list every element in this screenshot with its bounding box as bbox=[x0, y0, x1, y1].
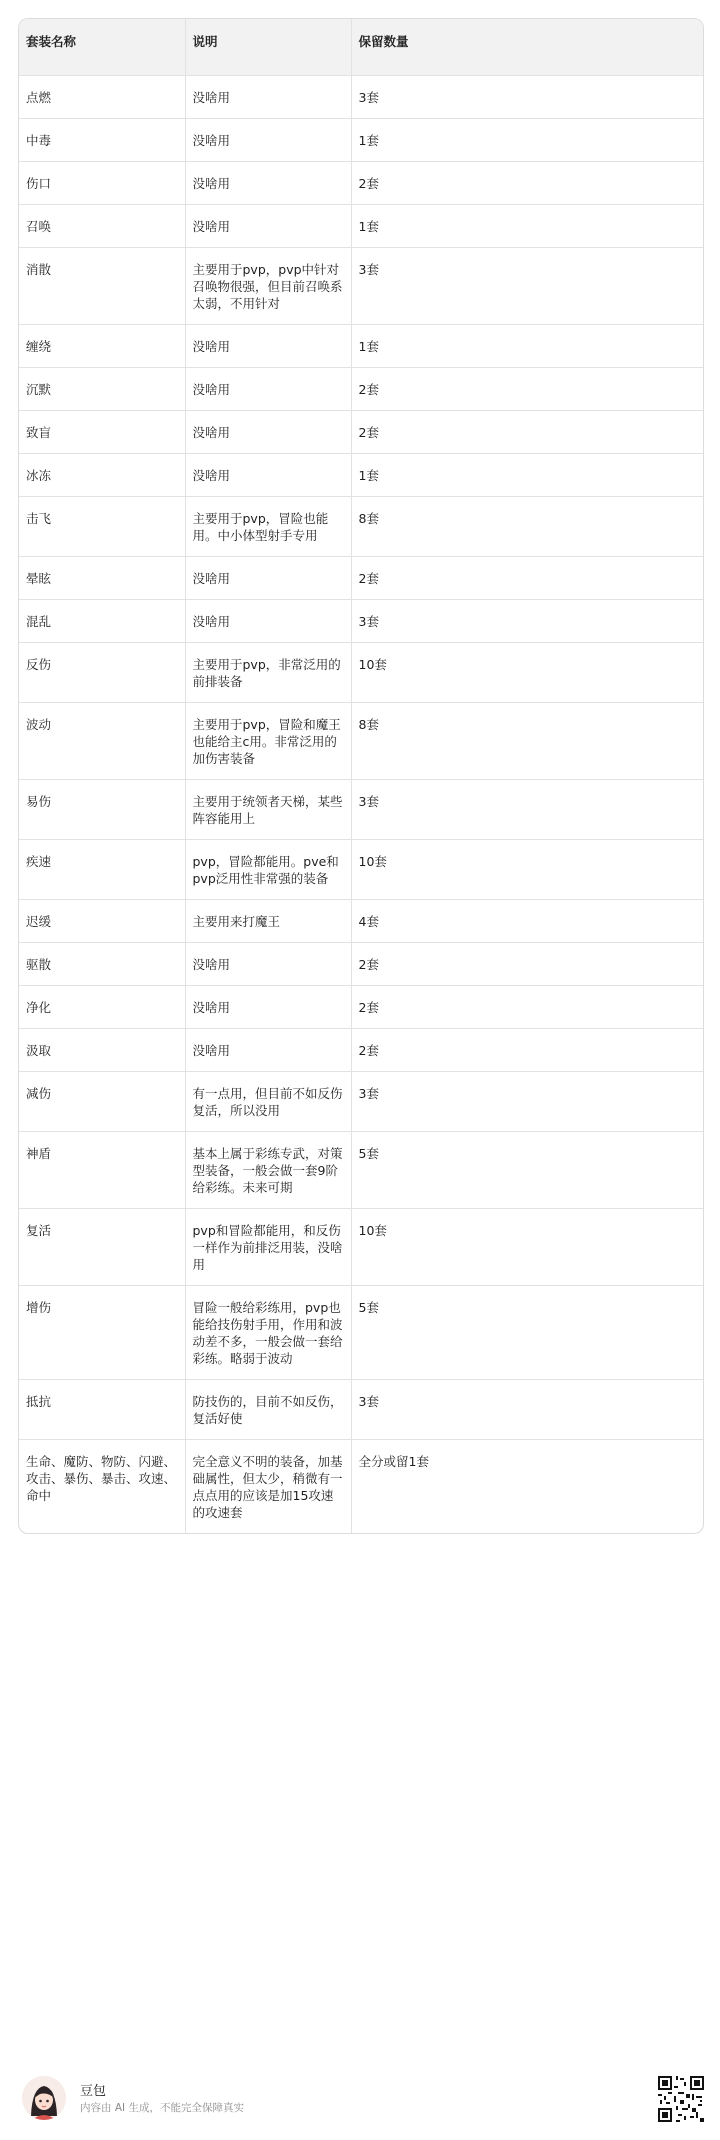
set-name-cell: 中毒 bbox=[19, 119, 185, 162]
set-name-cell: 伤口 bbox=[19, 162, 185, 205]
description-cell bbox=[185, 943, 351, 986]
set-name-cell: 击飞 bbox=[19, 497, 185, 557]
keep-count-cell: 4套 bbox=[351, 900, 703, 943]
description-cell bbox=[185, 497, 351, 557]
keep-count-cell: 10套 bbox=[351, 1209, 703, 1286]
table-row bbox=[19, 780, 703, 840]
table-row bbox=[19, 1286, 703, 1380]
description-text: 没啥用 bbox=[192, 219, 231, 234]
description-cell bbox=[185, 1380, 351, 1440]
description-text: 完全意义不明的装备，加基础属性，但太少，稍微有一点点用的应该是加15攻速的攻速套 bbox=[192, 1454, 343, 1520]
set-name-cell: 复活 bbox=[19, 1209, 185, 1286]
description-text: 没啥用 bbox=[192, 425, 231, 440]
table-row bbox=[19, 600, 703, 643]
description-cell bbox=[185, 557, 351, 600]
keep-count-cell: 3套 bbox=[351, 780, 703, 840]
keep-count-cell: 10套 bbox=[351, 840, 703, 900]
description-cell bbox=[185, 119, 351, 162]
description-cell bbox=[185, 1440, 351, 1534]
description-cell bbox=[185, 368, 351, 411]
brand-name: 豆包 bbox=[80, 2084, 107, 2099]
description-text: 没啥用 bbox=[192, 1000, 231, 1015]
set-name-cell: 净化 bbox=[19, 986, 185, 1029]
set-name-cell: 晕眩 bbox=[19, 557, 185, 600]
set-name-cell: 抵抗 bbox=[19, 1380, 185, 1440]
ai-disclaimer: 内容由 AI 生成，不能完全保障真实 bbox=[80, 2102, 244, 2114]
description-text: 主要用于pvp，pvp中针对召唤物很强，但目前召唤系太弱，不用针对 bbox=[192, 262, 343, 311]
set-name-cell: 波动 bbox=[19, 703, 185, 780]
set-name-cell: 生命、魔防、物防、闪避、攻击、暴伤、暴击、攻速、命中 bbox=[19, 1440, 185, 1534]
table-row bbox=[19, 1440, 703, 1534]
set-name-cell: 沉默 bbox=[19, 368, 185, 411]
table-row bbox=[19, 411, 703, 454]
description-cell bbox=[185, 703, 351, 780]
description-text: 没啥用 bbox=[192, 1043, 231, 1058]
keep-count-cell: 8套 bbox=[351, 497, 703, 557]
description-cell bbox=[185, 1209, 351, 1286]
keep-count-cell: 5套 bbox=[351, 1132, 703, 1209]
description-cell bbox=[185, 1072, 351, 1132]
description-text: 没啥用 bbox=[192, 90, 231, 105]
set-name-cell: 混乱 bbox=[19, 600, 185, 643]
description-text: 主要用于pvp，冒险也能用。中小体型射手专用 bbox=[192, 511, 329, 543]
description-cell bbox=[185, 411, 351, 454]
keep-count-cell: 1套 bbox=[351, 325, 703, 368]
table-row bbox=[19, 162, 703, 205]
table-row bbox=[19, 557, 703, 600]
equipment-table-card bbox=[18, 18, 704, 1534]
table-row bbox=[19, 900, 703, 943]
set-name-cell: 汲取 bbox=[19, 1029, 185, 1072]
keep-count-cell: 1套 bbox=[351, 454, 703, 497]
footer bbox=[18, 2072, 706, 2126]
header-description: 说明 bbox=[185, 19, 351, 76]
description-text: 主要用于pvp，非常泛用的前排装备 bbox=[192, 657, 341, 689]
set-name-cell: 驱散 bbox=[19, 943, 185, 986]
description-text: 没啥用 bbox=[192, 468, 231, 483]
description-text: 没啥用 bbox=[192, 176, 231, 191]
set-name-cell: 反伤 bbox=[19, 643, 185, 703]
keep-count-cell: 3套 bbox=[351, 76, 703, 119]
description-cell bbox=[185, 643, 351, 703]
header-set-name: 套装名称 bbox=[19, 19, 185, 76]
set-name-cell: 神盾 bbox=[19, 1132, 185, 1209]
description-cell bbox=[185, 1132, 351, 1209]
description-text: 没啥用 bbox=[192, 339, 231, 354]
set-name-cell: 缠绕 bbox=[19, 325, 185, 368]
keep-count-cell: 10套 bbox=[351, 643, 703, 703]
set-name-cell: 易伤 bbox=[19, 780, 185, 840]
description-cell bbox=[185, 986, 351, 1029]
description-text: 没啥用 bbox=[192, 382, 231, 397]
table-row bbox=[19, 497, 703, 557]
table-row bbox=[19, 1072, 703, 1132]
table-row bbox=[19, 1132, 703, 1209]
description-cell bbox=[185, 205, 351, 248]
description-cell bbox=[185, 1286, 351, 1380]
keep-count-cell: 1套 bbox=[351, 119, 703, 162]
table-row bbox=[19, 840, 703, 900]
description-text: 主要用于统领者天梯，某些阵容能用上 bbox=[192, 794, 343, 826]
keep-count-cell: 8套 bbox=[351, 703, 703, 780]
table-header-row bbox=[19, 19, 703, 76]
set-name-cell: 召唤 bbox=[19, 205, 185, 248]
keep-count-cell: 1套 bbox=[351, 205, 703, 248]
table-row bbox=[19, 986, 703, 1029]
set-name-cell: 减伤 bbox=[19, 1072, 185, 1132]
keep-count-cell: 全分或留1套 bbox=[358, 1454, 429, 1469]
set-name-cell: 致盲 bbox=[19, 411, 185, 454]
avatar-girl-icon bbox=[22, 2076, 66, 2120]
table-row bbox=[19, 943, 703, 986]
keep-count-cell: 2套 bbox=[351, 986, 703, 1029]
keep-count-cell: 3套 bbox=[351, 1072, 703, 1132]
set-name-cell: 冰冻 bbox=[19, 454, 185, 497]
table-row bbox=[19, 325, 703, 368]
description-text: 没啥用 bbox=[192, 571, 231, 586]
description-text: 主要用来打魔王 bbox=[192, 914, 281, 929]
keep-count-cell: 2套 bbox=[351, 411, 703, 454]
table-row bbox=[19, 643, 703, 703]
table-row bbox=[19, 1029, 703, 1072]
description-text: 有一点用，但目前不如反伤复活，所以没用 bbox=[192, 1086, 343, 1118]
set-name-cell: 消散 bbox=[19, 248, 185, 325]
set-name-cell: 疾速 bbox=[19, 840, 185, 900]
keep-count-cell: 2套 bbox=[351, 368, 703, 411]
description-cell bbox=[185, 325, 351, 368]
description-text: 没啥用 bbox=[192, 133, 231, 148]
keep-count-cell: 2套 bbox=[351, 1029, 703, 1072]
table-row bbox=[19, 119, 703, 162]
table-row bbox=[19, 1209, 703, 1286]
table-row bbox=[19, 205, 703, 248]
keep-count-cell: 3套 bbox=[351, 600, 703, 643]
table-row bbox=[19, 454, 703, 497]
description-text: 没啥用 bbox=[192, 957, 231, 972]
description-text: pvp和冒险都能用，和反伤一样作为前排泛用装，没啥用 bbox=[192, 1223, 343, 1272]
description-text: pvp，冒险都能用。pve和pvp泛用性非常强的装备 bbox=[192, 854, 339, 886]
description-text: 防技伤的，目前不如反伤，复活好使 bbox=[192, 1394, 343, 1426]
table-row bbox=[19, 703, 703, 780]
description-cell bbox=[185, 248, 351, 325]
table-row bbox=[19, 1380, 703, 1440]
description-cell bbox=[185, 900, 351, 943]
set-name-cell: 点燃 bbox=[19, 76, 185, 119]
description-cell bbox=[185, 840, 351, 900]
set-name-cell: 增伤 bbox=[19, 1286, 185, 1380]
qr-code-icon bbox=[656, 2074, 706, 2124]
keep-count-cell: 2套 bbox=[351, 557, 703, 600]
description-text: 基本上属于彩练专武，对策型装备，一般会做一套9阶给彩练。未来可期 bbox=[192, 1146, 343, 1195]
keep-count-cell: 5套 bbox=[351, 1286, 703, 1380]
description-cell bbox=[185, 454, 351, 497]
description-text: 没啥用 bbox=[192, 614, 231, 629]
description-cell bbox=[185, 162, 351, 205]
description-cell bbox=[185, 76, 351, 119]
description-cell bbox=[185, 780, 351, 840]
equipment-table bbox=[19, 19, 703, 1533]
keep-count-cell: 2套 bbox=[351, 162, 703, 205]
set-name-cell: 迟缓 bbox=[19, 900, 185, 943]
header-keep-count: 保留数量 bbox=[351, 19, 703, 76]
keep-count-cell: 2套 bbox=[351, 943, 703, 986]
description-text: 冒险一般给彩练用，pvp也能给技伤射手用，作用和波动差不多，一般会做一套给彩练。略弱于波动 bbox=[192, 1300, 343, 1366]
keep-count-cell: 3套 bbox=[351, 248, 703, 325]
description-cell bbox=[185, 1029, 351, 1072]
description-text: 主要用于pvp，冒险和魔王也能给主c用。非常泛用的加伤害装备 bbox=[192, 717, 341, 766]
description-cell bbox=[185, 600, 351, 643]
table-row bbox=[19, 368, 703, 411]
table-row bbox=[19, 76, 703, 119]
table-row bbox=[19, 248, 703, 325]
avatar bbox=[22, 2076, 66, 2120]
keep-count-cell: 3套 bbox=[351, 1380, 703, 1440]
